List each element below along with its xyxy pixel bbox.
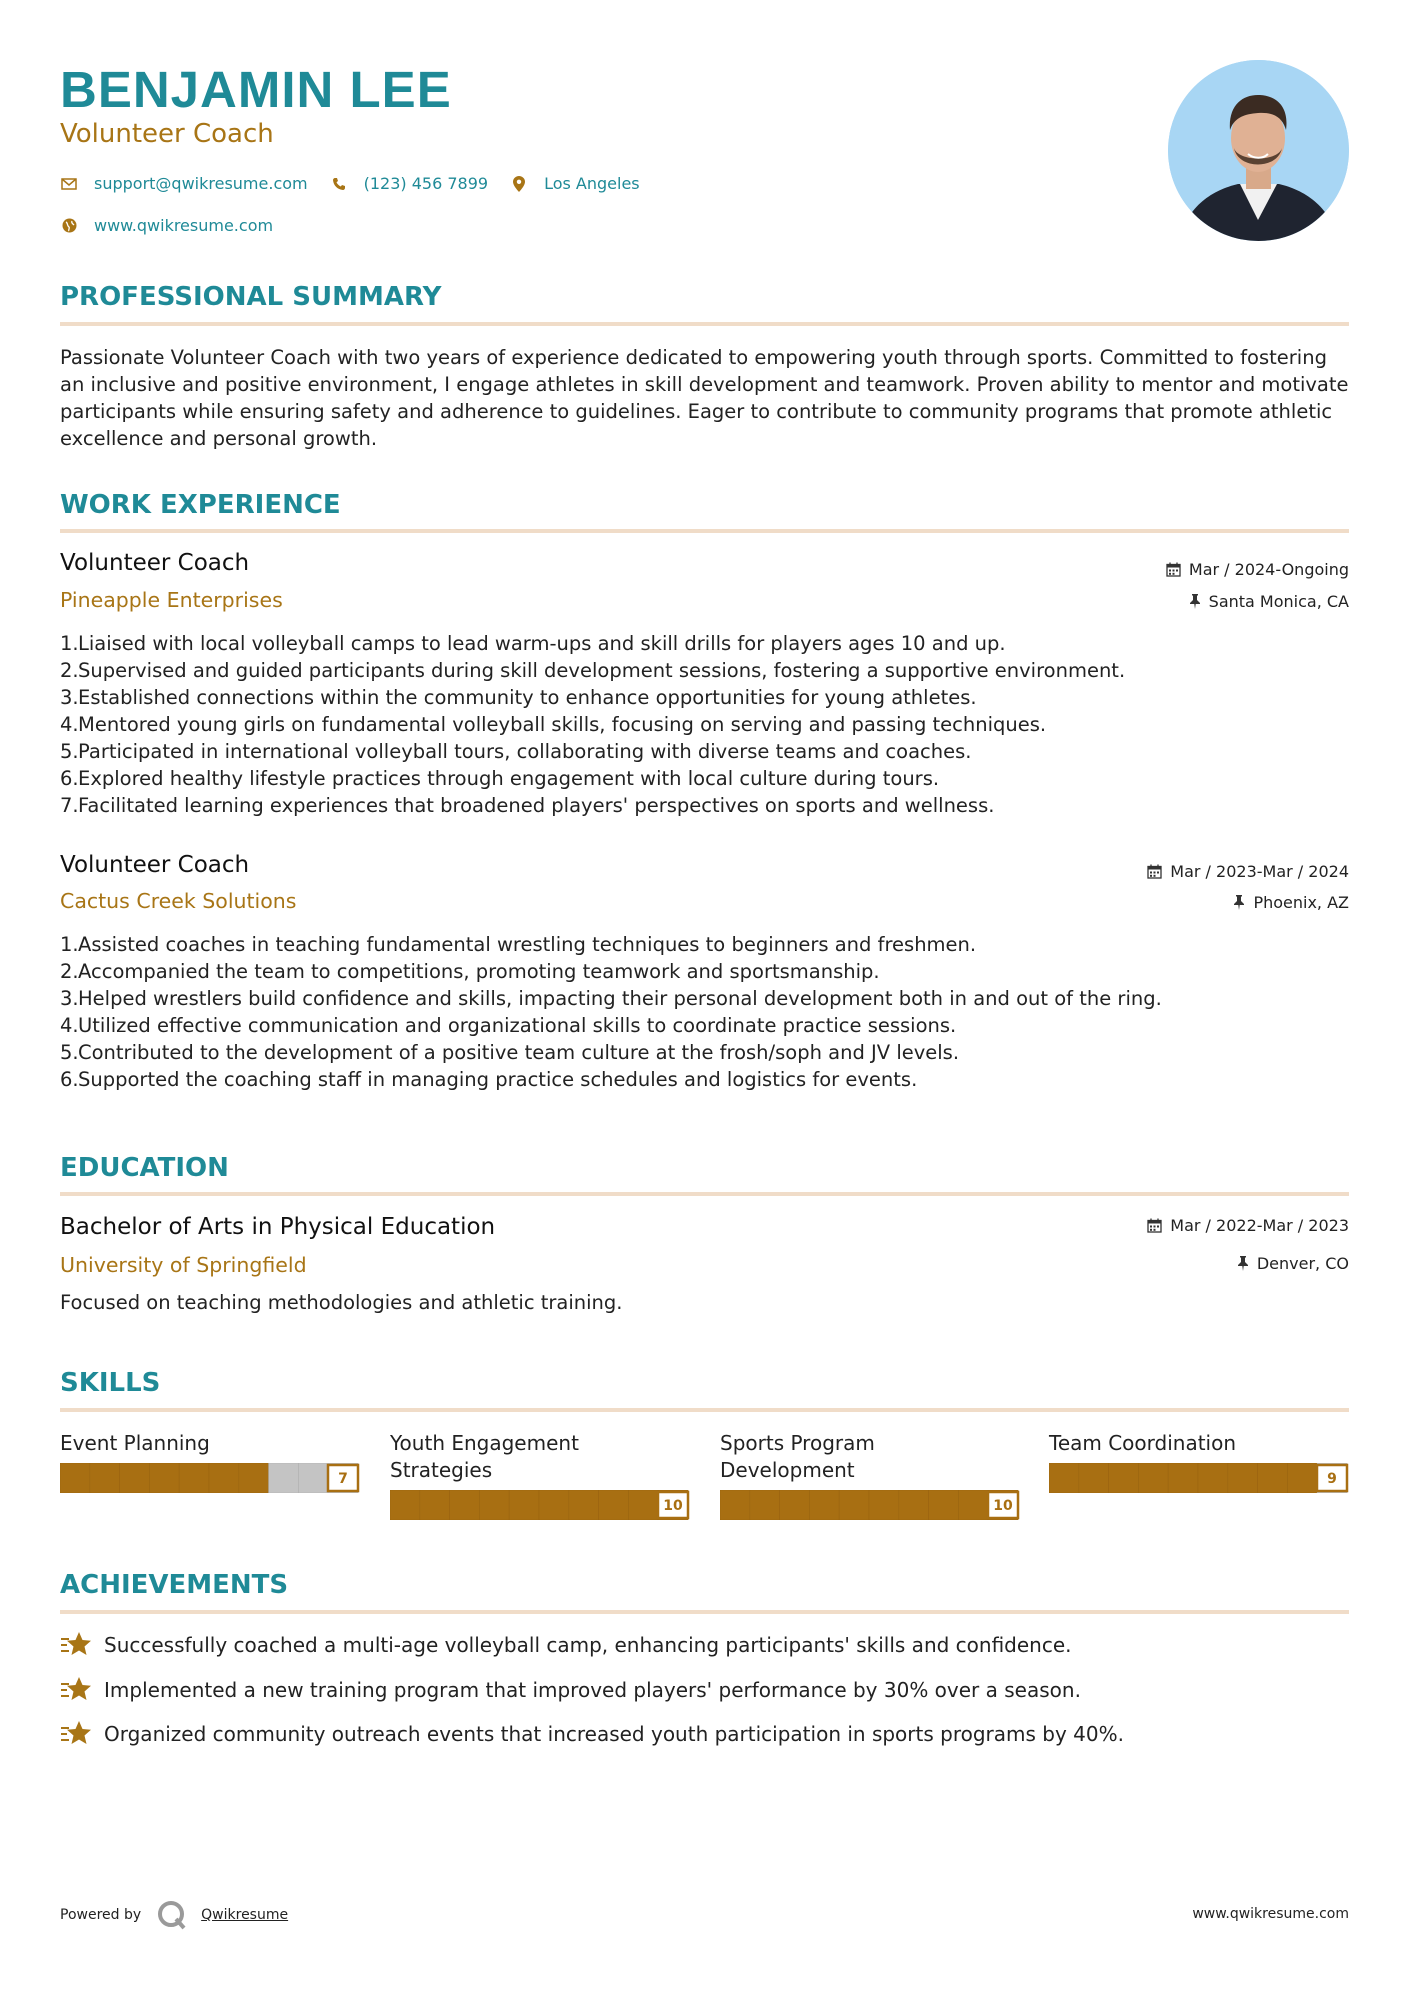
- education-degree: Bachelor of Arts in Physical Education: [60, 1214, 496, 1240]
- job-title: Volunteer Coach: [60, 550, 250, 576]
- phone-text: (123) 456 7899: [363, 174, 489, 193]
- skill-segment-filled: [390, 1490, 420, 1520]
- contact-row-1: [60, 174, 662, 193]
- globe-icon: [60, 217, 78, 235]
- list-item: 6. Explored healthy lifestyle practices through engagement with local culture during tours.: [60, 767, 940, 790]
- skill-segment-filled: [869, 1490, 899, 1520]
- education-location-text: Denver, CO: [1256, 1254, 1349, 1273]
- star-icon: [60, 1630, 92, 1660]
- skill-segment-filled: [1258, 1463, 1288, 1493]
- achievement-text: Successfully coached a multi-age volleyball camp, enhancing participants' skills and confidence.: [104, 1633, 1072, 1657]
- job-title: Volunteer Coach: [60, 852, 250, 878]
- skill-segment-filled: [720, 1490, 750, 1520]
- skill-segment-filled: [120, 1463, 150, 1493]
- skill-segment-filled: [539, 1490, 569, 1520]
- list-item: 5. Participated in international volleyball tours, collaborating with diverse teams and coaches.: [60, 740, 972, 763]
- skill-segment-filled: [958, 1490, 988, 1520]
- star-icon: [60, 1675, 92, 1705]
- map-pin-icon: [510, 175, 528, 193]
- skill-segment-empty: [298, 1463, 328, 1493]
- job-dates-text: Mar / 2023-Mar / 2024: [1170, 862, 1349, 881]
- list-item: 3. Established connections within the community to enhance opportunities for young athletes.: [60, 686, 977, 709]
- list-item: 1. Assisted coaches in teaching fundamental wrestling techniques to beginners and freshmen.: [60, 933, 977, 956]
- contact-website[interactable]: [60, 216, 273, 235]
- achievement-text: Implemented a new training program that improved players' performance by 30% over a season.: [104, 1678, 1081, 1702]
- star-icon: [60, 1719, 92, 1749]
- section-heading-summary: PROFESSIONAL SUMMARY: [60, 282, 442, 312]
- skill-segment-filled: [809, 1490, 839, 1520]
- education-description: Focused on teaching methodologies and athletic training.: [60, 1291, 623, 1314]
- calendar-icon: [1147, 864, 1162, 879]
- calendar-icon: [1147, 1218, 1162, 1233]
- list-item: 4. Utilized effective communication and organizational skills to coordinate practice sessions.: [60, 1014, 957, 1037]
- skill-segment-filled: [179, 1463, 209, 1493]
- skill-segment-filled: [450, 1490, 480, 1520]
- list-item: 4. Mentored young girls on fundamental volleyball skills, focusing on serving and passing techniques.: [60, 713, 1047, 736]
- section-heading-education: EDUCATION: [60, 1153, 229, 1183]
- envelope-icon: [60, 175, 78, 193]
- skill-item: [60, 1430, 360, 1493]
- skill-segment-filled: [1079, 1463, 1109, 1493]
- skill-segment-filled: [239, 1463, 269, 1493]
- skill-segment-empty: [269, 1463, 299, 1493]
- education-location: [1237, 1254, 1349, 1273]
- skill-name: Youth Engagement Strategies: [390, 1431, 579, 1482]
- qwikresume-logo-icon: [157, 1900, 187, 1930]
- skill-segment-filled: [60, 1463, 90, 1493]
- skill-segment-filled: [479, 1490, 509, 1520]
- skill-bar-graphic: [60, 1463, 360, 1493]
- education-dates-text: Mar / 2022-Mar / 2023: [1170, 1216, 1349, 1235]
- skill-name: Event Planning: [60, 1431, 210, 1455]
- skill-bar-graphic: [720, 1490, 1020, 1520]
- contact-row-2: [60, 216, 295, 235]
- list-item: 5. Contributed to the development of a positive team culture at the frosh/soph and JV levels.: [60, 1041, 960, 1064]
- education-dates: [1147, 1216, 1349, 1235]
- skill-segment-filled: [1049, 1463, 1079, 1493]
- skill-segment-filled: [90, 1463, 120, 1493]
- education-school: University of Springfield: [60, 1253, 307, 1277]
- skill-segment-filled: [628, 1490, 658, 1520]
- pushpin-icon: [1237, 1256, 1249, 1271]
- skill-segment-filled: [1138, 1463, 1168, 1493]
- skill-segment-filled: [839, 1490, 869, 1520]
- list-item: 2. Supervised and guided participants during skill development sessions, fostering a supportive environment.: [60, 659, 1126, 682]
- skill-bar-graphic: [1049, 1463, 1349, 1493]
- achievement-item: [60, 1675, 1081, 1705]
- skill-segment-filled: [569, 1490, 599, 1520]
- skill-segment-filled: [899, 1490, 929, 1520]
- summary-text: Passionate Volunteer Coach with two years of experience dedicated to empowering youth through sports. Committed to fostering an inclusive and positive environment, I engage athletes in skill development and teamwork. Proven ability to mentor and motivate participants while ensuring safety and adherence to guidelines. Eager to contribute to community programs that promote athletic excellence and personal growth.: [60, 346, 1349, 450]
- website-text: www.qwikresume.com: [94, 216, 274, 235]
- job-bullets: [60, 931, 1350, 1093]
- contact-location: [510, 174, 640, 193]
- section-divider: [60, 322, 1349, 326]
- job-location-text: Phoenix, AZ: [1253, 893, 1349, 912]
- achievement-text: Organized community outreach events that increased youth participation in sports programs by 40%.: [104, 1722, 1124, 1746]
- skill-segment-filled: [1287, 1463, 1317, 1493]
- job-company: Cactus Creek Solutions: [60, 889, 297, 913]
- skill-item: [720, 1430, 1020, 1520]
- job-bullets: [60, 630, 1350, 819]
- list-item: 6. Supported the coaching staff in managing practice schedules and logistics for events.: [60, 1068, 918, 1091]
- skill-segment-filled: [420, 1490, 450, 1520]
- location-text: Los Angeles: [544, 174, 640, 193]
- job-company: Pineapple Enterprises: [60, 588, 283, 612]
- skill-item: [1049, 1430, 1349, 1493]
- skill-bar: [720, 1490, 1020, 1520]
- skill-level-label: 10: [663, 1498, 683, 1514]
- skill-bar: [390, 1490, 690, 1520]
- skill-bar-graphic: [390, 1490, 690, 1520]
- section-heading-achievements: ACHIEVEMENTS: [60, 1570, 289, 1600]
- phone-icon: [330, 175, 348, 193]
- list-item: 1. Liaised with local volleyball camps to lead warm-ups and skill drills for players ages 10 and up.: [60, 632, 1006, 655]
- skill-segment-filled: [780, 1490, 810, 1520]
- skill-segment-filled: [929, 1490, 959, 1520]
- qwikresume-link[interactable]: Qwikresume: [201, 1907, 289, 1923]
- job-dates: [1147, 862, 1349, 881]
- footer-powered-by: [60, 1900, 288, 1930]
- skill-segment-filled: [1109, 1463, 1139, 1493]
- skill-name: Team Coordination: [1049, 1431, 1237, 1455]
- skill-bar: [1049, 1463, 1349, 1493]
- skill-item: [390, 1430, 690, 1520]
- candidate-name: BENJAMIN LEE: [60, 61, 452, 118]
- skill-bar: [60, 1463, 360, 1493]
- skill-name: Sports Program Development: [720, 1431, 875, 1482]
- section-heading-skills: SKILLS: [60, 1368, 161, 1398]
- skill-segment-filled: [209, 1463, 239, 1493]
- skill-segment-filled: [1168, 1463, 1198, 1493]
- section-divider: [60, 1192, 1349, 1196]
- skill-segment-filled: [1228, 1463, 1258, 1493]
- job-location: [1233, 893, 1349, 912]
- job-dates: [1166, 560, 1349, 579]
- calendar-icon: [1166, 562, 1181, 577]
- achievement-item: [60, 1719, 1124, 1749]
- skill-segment-filled: [1198, 1463, 1228, 1493]
- section-divider: [60, 1610, 1349, 1614]
- skill-segment-filled: [750, 1490, 780, 1520]
- pushpin-icon: [1233, 895, 1245, 910]
- candidate-title: Volunteer Coach: [60, 119, 274, 149]
- skill-level-label: 7: [338, 1471, 348, 1487]
- job-location-text: Santa Monica, CA: [1208, 592, 1349, 611]
- job-location: [1189, 592, 1349, 611]
- contact-email[interactable]: [60, 174, 308, 193]
- skill-segment-filled: [599, 1490, 629, 1520]
- email-text: support@qwikresume.com: [94, 174, 308, 193]
- skill-level-label: 10: [993, 1498, 1013, 1514]
- profile-photo: [1168, 60, 1349, 241]
- pushpin-icon: [1189, 594, 1201, 609]
- list-item: 7. Facilitated learning experiences that broadened players' perspectives on sports and wellness.: [60, 794, 995, 817]
- section-divider: [60, 1408, 1349, 1412]
- section-divider: [60, 529, 1349, 533]
- achievement-item: [60, 1630, 1072, 1660]
- skill-segment-filled: [149, 1463, 179, 1493]
- contact-phone[interactable]: [330, 174, 488, 193]
- powered-by-label: Powered by: [60, 1907, 142, 1923]
- list-item: 3. Helped wrestlers build confidence and skills, impacting their personal development both in and out of the ring.: [60, 987, 1162, 1010]
- skill-level-label: 9: [1327, 1471, 1337, 1487]
- list-item: 2. Accompanied the team to competitions, promoting teamwork and sportsmanship.: [60, 960, 880, 983]
- skill-segment-filled: [509, 1490, 539, 1520]
- section-heading-experience: WORK EXPERIENCE: [60, 490, 341, 520]
- footer-site[interactable]: www.qwikresume.com: [1192, 1906, 1349, 1922]
- job-dates-text: Mar / 2024-Ongoing: [1188, 560, 1349, 579]
